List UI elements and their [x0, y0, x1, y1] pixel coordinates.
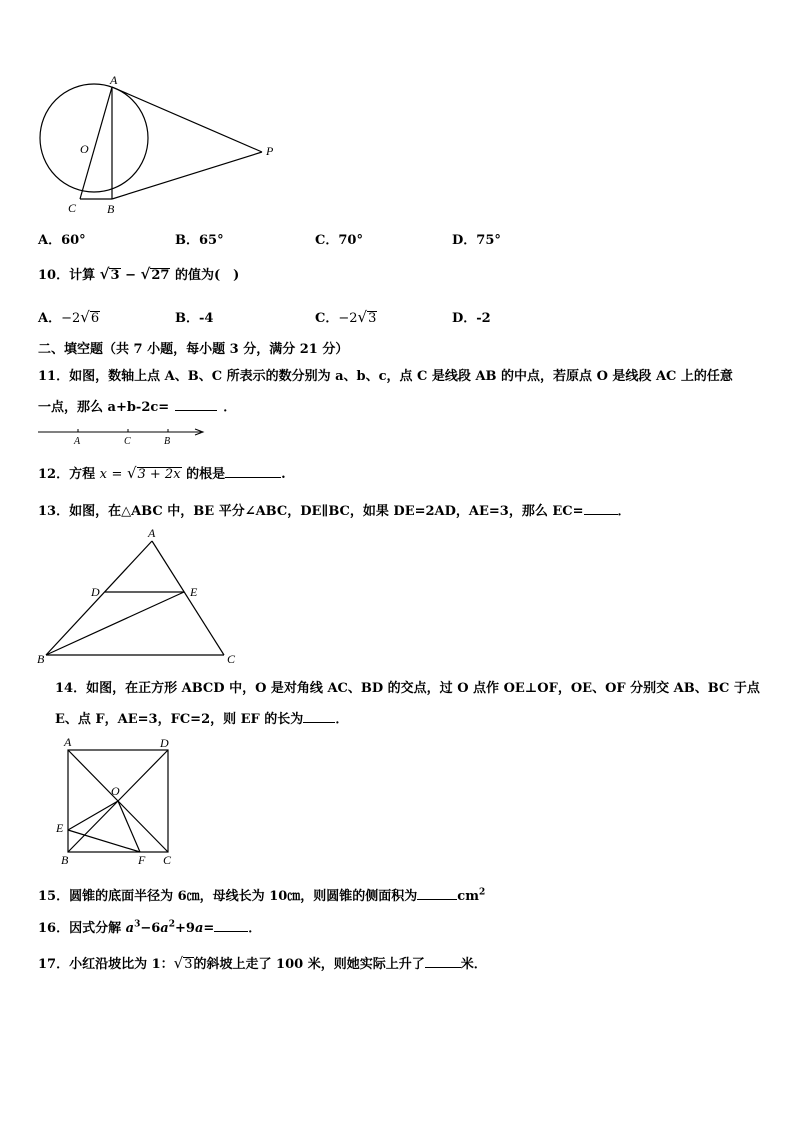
q15-question	[38, 885, 485, 904]
q11-line1: 11．如图，数轴上点 A、B、C 所表示的数分别为 a、b、c，点 C 是线段 AB 的中点，若原点 O 是线段 AC 上的任意	[38, 369, 733, 384]
q15-text: 15．圆锥的底面半径为 6㎝，母线长为 10㎝，则圆锥的侧面积为	[38, 889, 418, 904]
q10-option-c-coef: −2	[338, 311, 358, 326]
q13-segment-be	[46, 592, 184, 655]
q14-text: E、点 F，AE=3，FC=2，则 EF 的长为	[55, 712, 304, 727]
q16-answer-blank[interactable]	[214, 919, 248, 932]
q12-suffix: 的根是	[186, 467, 226, 482]
q9-label-a: A	[110, 73, 118, 87]
q15-unit: cm	[457, 889, 479, 904]
q10-minus: −	[125, 268, 136, 283]
q16-eq: =	[203, 921, 215, 936]
q16-pow-1: 3	[134, 919, 141, 930]
q11-label-a: A	[74, 436, 81, 446]
q11-label-c: C	[124, 436, 131, 446]
sqrt-icon: √	[173, 954, 184, 972]
q11-label-b: B	[164, 436, 171, 446]
q12-eq: =	[111, 467, 123, 482]
q14-answer-blank[interactable]	[303, 710, 335, 723]
q12-answer-blank[interactable]	[225, 465, 281, 478]
q17-end: 米．	[460, 957, 487, 972]
q15-exp: 2	[478, 887, 486, 898]
q13-end: ．	[617, 504, 631, 519]
q10-radicand-2: 27	[151, 268, 170, 283]
section-title: 二、填空题（共 7 小题，每小题 3 分，满分 21 分）	[38, 342, 349, 357]
q12-question	[38, 463, 286, 482]
q15-answer-blank[interactable]	[417, 887, 457, 900]
q13-label-d: D	[91, 585, 100, 599]
q11-text: 一点，那么 a+b-2c=	[38, 400, 170, 415]
q13-label-e: E	[190, 585, 198, 599]
q10-option-a-radicand: 6	[90, 311, 100, 326]
q9-tangent-bp	[112, 152, 262, 199]
q17-middle: 的斜坡上走了 100 米，则她实际上升了	[193, 957, 425, 972]
q14-label-b: B	[61, 853, 69, 867]
q13-label-b: B	[37, 652, 45, 666]
q10-option-c-letter: C．	[315, 311, 339, 326]
q11-end: ．	[223, 400, 237, 415]
q12-radicand: 3 + 2x	[137, 467, 181, 482]
q14-line2	[55, 708, 348, 727]
q13-text: 13．如图，在△ABC 中，BE 平分∠ABC，DE∥BC，如果 DE=2AD，AE=3，那么 EC=	[38, 504, 584, 519]
q9-figure	[30, 70, 290, 220]
q14-label-e: E	[56, 821, 64, 835]
q14-label-o: O	[111, 784, 120, 798]
q16-prefix: 16．因式分解	[38, 921, 122, 936]
q9-tangent-ap	[112, 87, 262, 152]
q12-prefix: 12．方程	[38, 467, 96, 482]
q17-question	[38, 953, 487, 972]
q9-label-o: O	[80, 142, 89, 156]
q13-figure	[34, 525, 244, 670]
sqrt-icon: √	[140, 265, 151, 283]
q13-label-c: C	[227, 652, 236, 666]
q14-figure	[52, 735, 182, 870]
q10-option-a-coef: −2	[61, 311, 81, 326]
q9-option-d: D．75°	[452, 233, 501, 248]
q13-answer-blank[interactable]	[584, 502, 618, 515]
q16-end: ．	[248, 921, 262, 936]
q10-option-c	[315, 307, 377, 326]
q14-line1: 14．如图，在正方形 ABCD 中，O 是对角线 AC、BD 的交点，过 O 点作 OE⊥OF，OE、OF 分别交 AB、BC 于点	[55, 681, 760, 696]
q10-question	[38, 264, 239, 283]
q17-radicand: 3	[184, 957, 193, 972]
q9-label-c: C	[68, 201, 77, 215]
q16-var-3: a	[194, 921, 204, 936]
q12-var: x	[99, 467, 107, 482]
q16-var-1: a	[125, 921, 135, 936]
sqrt-icon: √	[357, 308, 368, 326]
q11-answer-blank[interactable]	[175, 398, 217, 411]
q12-end: .	[281, 467, 286, 482]
q10-suffix: 的值为( )	[174, 268, 240, 283]
q14-label-c: C	[163, 853, 172, 867]
sqrt-icon: √	[99, 265, 110, 283]
q14-segment-of	[118, 801, 140, 852]
q14-end: ．	[335, 712, 349, 727]
q9-label-b: B	[107, 202, 115, 216]
q14-label-f: F	[138, 853, 146, 867]
q10-option-d: D．-2	[452, 311, 491, 326]
q17-answer-blank[interactable]	[425, 955, 461, 968]
q13-label-a: A	[148, 526, 156, 540]
q11-line2	[38, 396, 236, 415]
q13-side-ac	[152, 541, 224, 655]
q16-plus: +9	[174, 921, 195, 936]
q14-label-a: A	[64, 735, 72, 749]
q16-question	[38, 917, 261, 936]
q10-option-a-letter: A．	[38, 311, 62, 326]
q9-circle	[40, 84, 148, 192]
q11-number-line	[36, 424, 211, 446]
q16-minus: −6	[140, 921, 161, 936]
q10-prefix: 10．计算	[38, 268, 96, 283]
q10-option-c-radicand: 3	[368, 311, 377, 326]
q10-radicand-1: 3	[110, 268, 120, 283]
sqrt-icon: √	[80, 308, 90, 326]
q13-question	[38, 500, 631, 519]
q10-option-a	[38, 307, 100, 326]
q9-option-b: B．65°	[175, 233, 224, 248]
q10-option-b: B．-4	[175, 311, 214, 326]
q14-label-d: D	[160, 736, 169, 750]
q9-option-c: C．70°	[315, 233, 363, 248]
q9-label-p: P	[266, 144, 274, 158]
q16-var-2: a	[160, 921, 169, 936]
sqrt-icon: √	[126, 464, 137, 482]
q16-pow-2: 2	[168, 919, 175, 930]
q17-prefix: 17．小红沿坡比为 1：	[38, 957, 174, 972]
q9-option-a: A．60°	[38, 233, 86, 248]
